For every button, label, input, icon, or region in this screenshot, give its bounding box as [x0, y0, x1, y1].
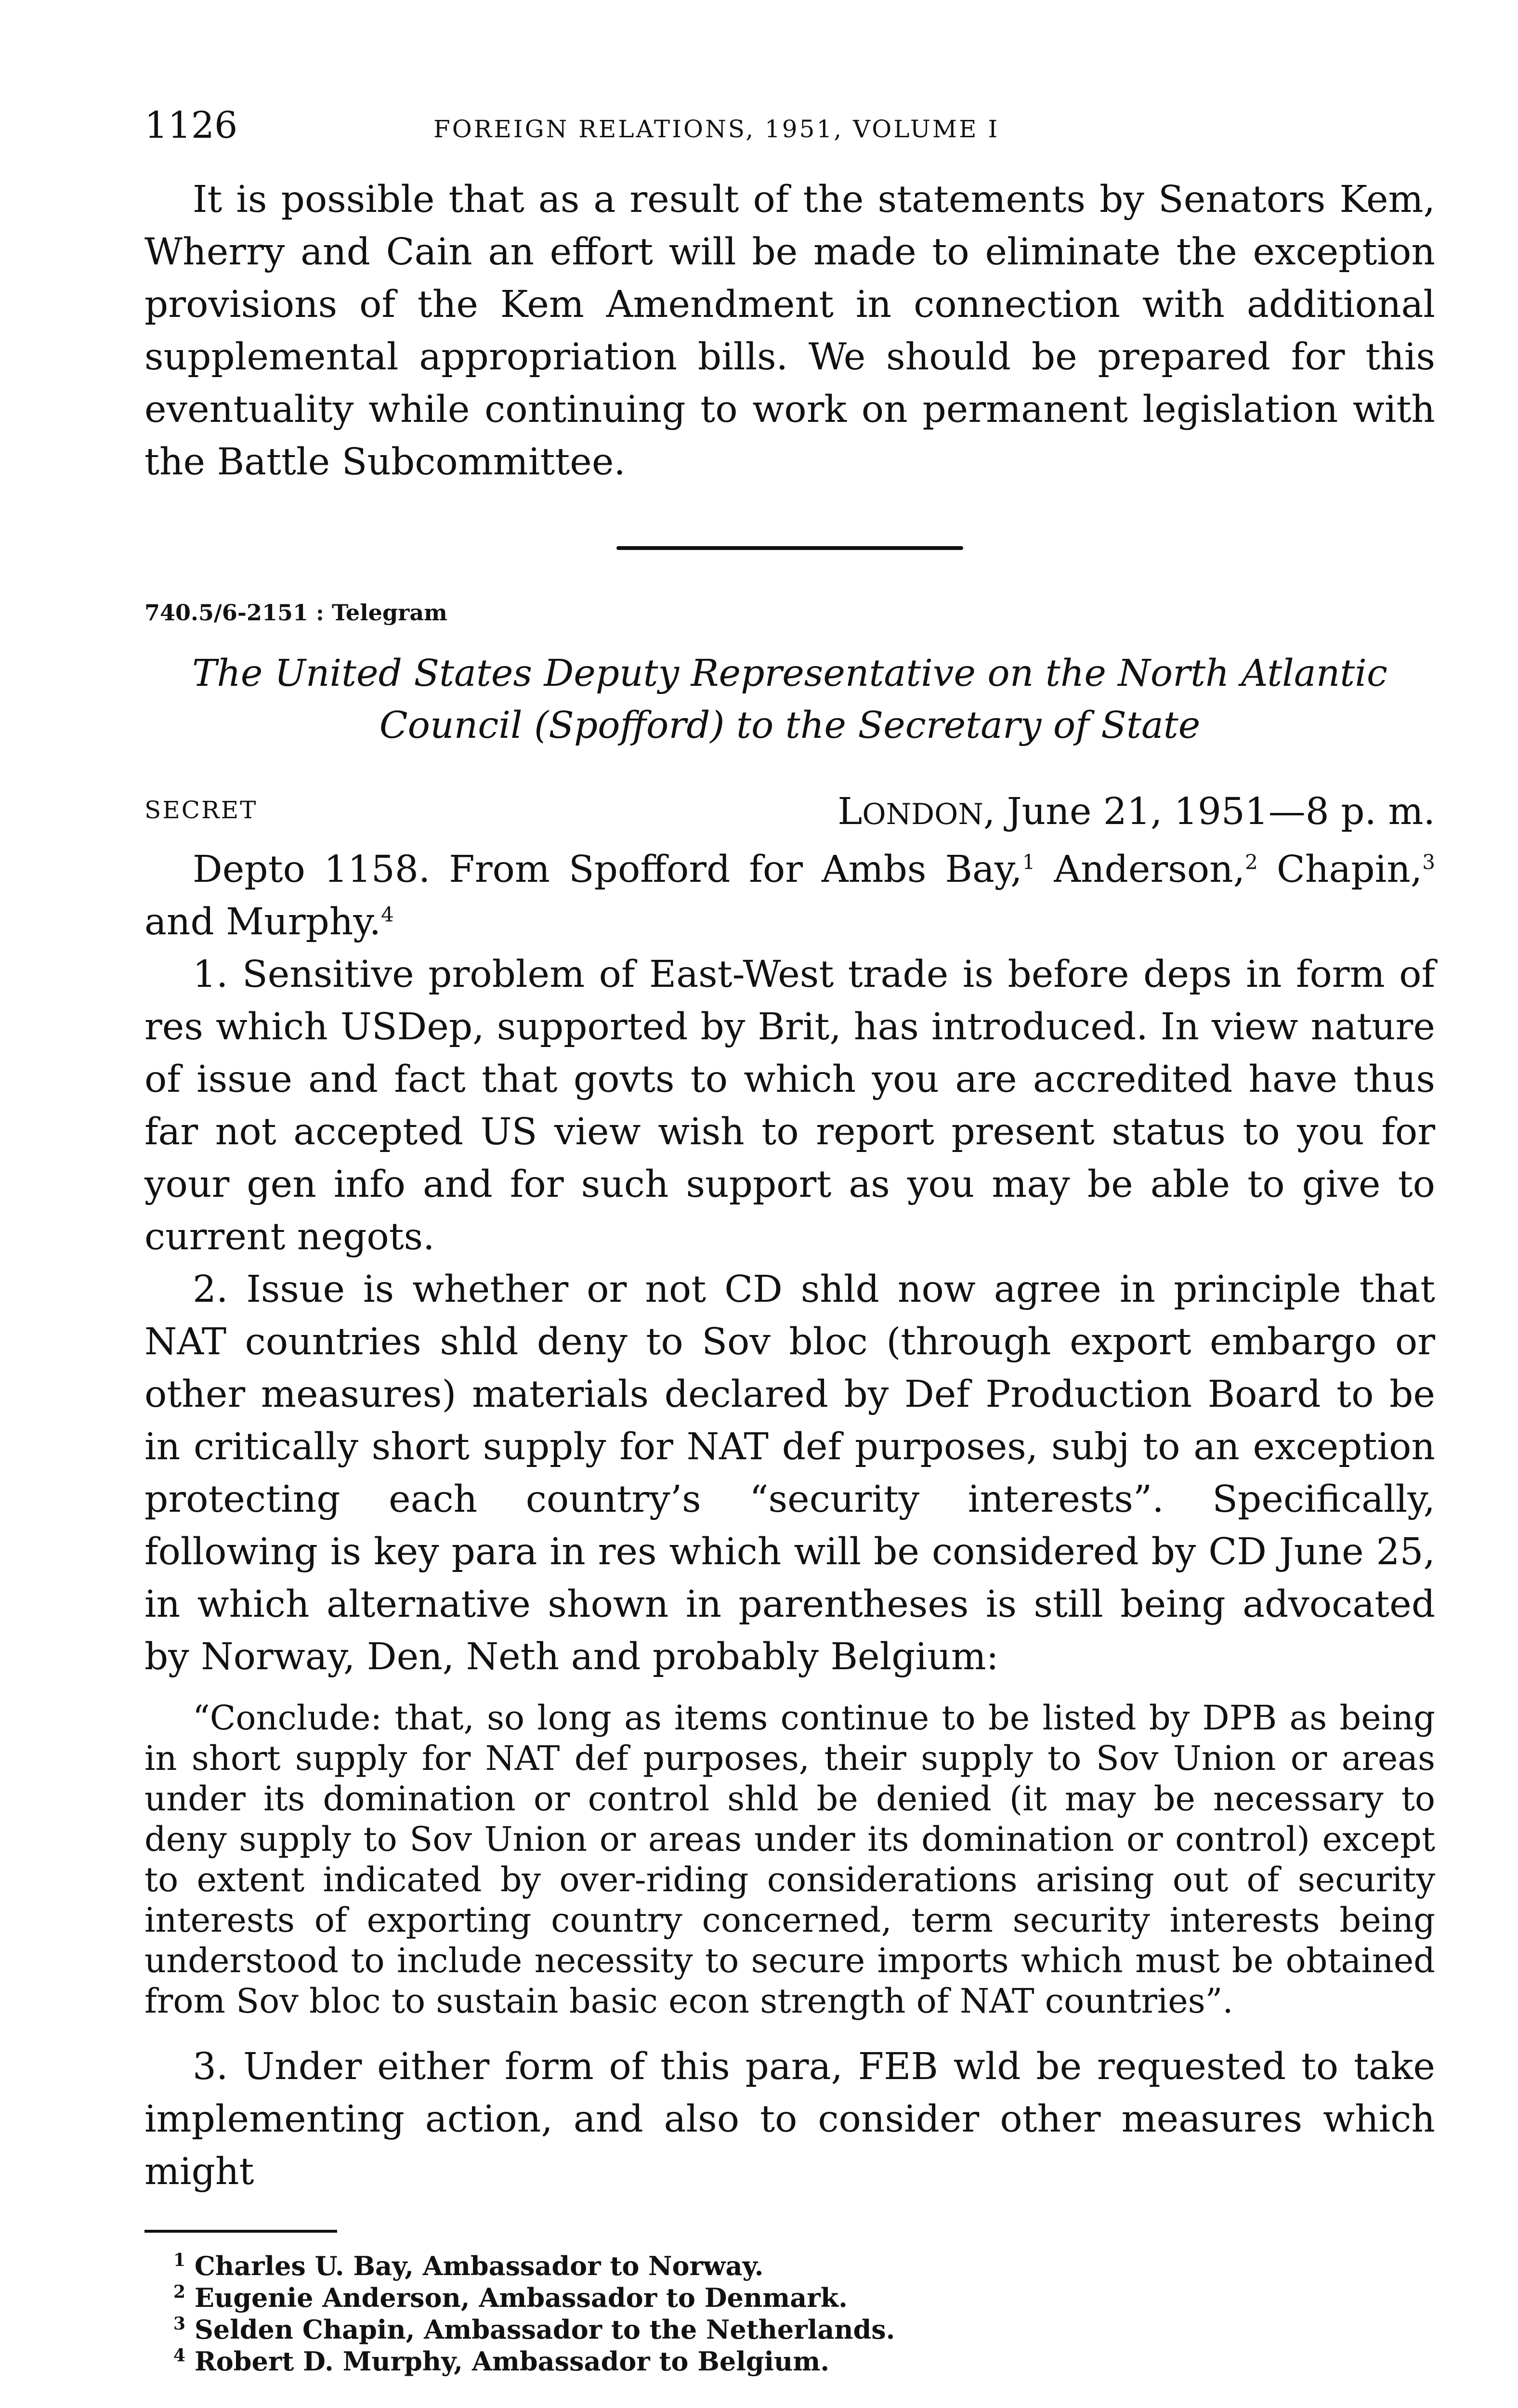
- page-number: 1126: [144, 104, 238, 146]
- paragraph-1: 1. Sensitive problem of East-West trade is before deps in form of res which USDep, supported by Brit, has introduced. In view nature of issue and fact that govts to which you are accredited have thus far not accepted US view wish to report present status to you for your gen info and for such support as you may be able to give to current negots.: [144, 953, 1435, 1258]
- opening-text-c: Chapin,: [1257, 848, 1423, 891]
- footnote-ref-3: 3: [1422, 850, 1435, 874]
- paragraph-2: 2. Issue is whether or not CD shld now agree in principle that NAT countries shld deny to Sov bloc (through export embargo or other measures) materials declared by Def Production Board to be in critically short supply for NAT def purposes, subj to an exception protecting each country’s “security interests”. Specifically, following is key para in res which will be considered by CD June 25, in which alternative shown in parentheses is still being advocated by Norway, Den, Neth and probably Belgium:: [144, 1268, 1435, 1678]
- document-file-number: 740.5/6-2151 : Telegram: [144, 600, 447, 626]
- footnote-ref-4: 4: [381, 903, 394, 927]
- footnote-ref-2: 2: [1245, 850, 1258, 874]
- running-head: FOREIGN RELATIONS, 1951, VOLUME I: [433, 115, 1000, 143]
- document-title: The United States Deputy Representative on the North Atlantic Council (Spofford) to the Secretary of State: [192, 652, 1387, 747]
- footnote-ref-1: 1: [1022, 850, 1035, 874]
- paragraph-3: 3. Under either form of this para, FEB wld be requested to take implementing action, and also to consider other measures which might: [144, 2045, 1435, 2193]
- footnote-text-1: Charles U. Bay, Ambassador to Norway.: [194, 2251, 764, 2281]
- place-date: [838, 785, 1435, 841]
- footnote-text-2: Eugenie Anderson, Ambassador to Denmark.: [194, 2282, 848, 2313]
- opening-paragraph: [144, 843, 1435, 948]
- quoted-resolution: “Conclude: that, so long as items continue to be listed by DPB as being in short supply for NAT def purposes, their supply to Sov Union or areas under its domination or control shld be denied (it may be necessary to deny supply to Sov Union or areas under its domination or control) except to extent indicated by over-riding considerations arising out of security interests of exporting country concerned, term security interests being understood to include necessity to secure imports which must be obtained from Sov bloc to sustain basic econ strength of NAT countries”.: [144, 1698, 1435, 2021]
- footnote-text-4: Robert D. Murphy, Ambassador to Belgium.: [194, 2346, 830, 2377]
- date-time: , June 21, 1951—8 p. m.: [983, 790, 1435, 833]
- place-rest: ONDON: [862, 798, 983, 831]
- page-header: [144, 101, 1435, 173]
- opening-text-b: Anderson,: [1035, 848, 1245, 891]
- footnote-mark-4: 4: [173, 2345, 186, 2366]
- footnote-divider: [144, 2230, 337, 2233]
- opening-text-d: and Murphy.: [144, 901, 381, 943]
- classification-label: SECRET: [144, 796, 258, 824]
- footnote-1: [173, 2250, 1435, 2282]
- section-divider: [616, 546, 963, 550]
- opening-text-a: Depto 1158. From Spofford for Ambs Bay,: [193, 848, 1022, 891]
- footnote-mark-3: 3: [173, 2314, 186, 2334]
- footnote-2: [173, 2282, 1435, 2314]
- footnote-mark-1: 1: [173, 2250, 186, 2270]
- footnote-3: [173, 2314, 1435, 2345]
- footnote-text-3: Selden Chapin, Ambassador to the Netherlands.: [194, 2314, 895, 2345]
- document-page: [144, 101, 1435, 2377]
- footnote-mark-2: 2: [173, 2282, 186, 2302]
- dateline: [144, 785, 1435, 843]
- place-initial: L: [838, 790, 863, 833]
- footnote-4: [173, 2345, 1435, 2377]
- intro-paragraph: It is possible that as a result of the statements by Senators Kem, Wherry and Cain an effort will be made to eliminate the exception provisions of the Kem Amendment in connection with additional supplemental appropriation bills. We should be prepared for this eventuality while continuing to work on permanent legislation with the Battle Subcommittee.: [144, 178, 1435, 484]
